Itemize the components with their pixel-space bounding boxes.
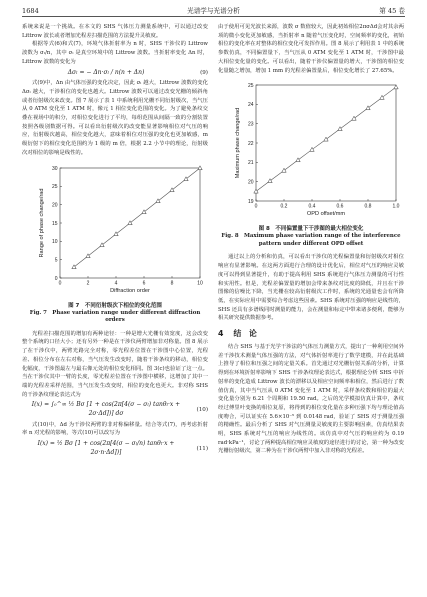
data-point-marker [282, 168, 286, 172]
figure-7-caption-en: Fig. 7 Phase variation range under different diffraction orders [29, 309, 201, 324]
data-point-marker [380, 96, 384, 100]
figure-8-caption-en-line2: pattern under different OPD offset [258, 240, 364, 247]
equation-body: Δσₗ = − Δn·σₗ / n(n + Δn) [67, 68, 145, 76]
paragraph: 结合 SHS 与基于光学干涉法的气体压力测量方式，提出了一种利用空间外差干涉技术测量气体压强的方法，对气体折射率进行了数学建模，并在此基础上推导了相位和压强之间的定量关系。首先通过对光栅衍射关系的分析，计算得到在环境折射率影响下 SHS 干涉条纹理论表达式，根据理论分析 SHS 中折射率的变化造成 Littrow 波长的漂移以及相应空间频率和相位，然后进行了数值仿真，其中当气压从 0 ATM 变化至 1 ATM 时，采样条纹数和相位的最大变化量分别为 6.21 个周期和 19.50 rad。之后的光学模拟仿真计算中，条纹经过傅里叶变换的相位复原，将得到的相位变化量在多种压强下均与理论值高度吻合，可以证实在 5.6×10⁻⁵ 到 0.0148 rad，验证了 SHS 对于测量压强的精确性。最后分析了 SHS 对气压测量灵敏度的主要影响因素，仿真结果表明，SHS 系统对气压的响应为线性的。该仿真中对气压的响应约为 0.19 rad·kPa⁻¹，讨论了两种提高相位响应灵敏度的途径进行的讨论，第一种为改变光栅衍射级次，第二种为在干涉仪两臂中加入非对称的光程差。 [218, 344, 404, 455]
series-line [74, 168, 200, 267]
y-tick-label: 21 [247, 160, 254, 167]
y-axis-label: Maximum phase change/rad [235, 107, 241, 179]
data-point-marker [72, 264, 76, 268]
data-point-marker [268, 179, 272, 183]
y-tick-label: 5 [54, 257, 58, 264]
left-column [22, 23, 208, 460]
data-point-marker [156, 198, 160, 202]
x-tick-label: 0 [58, 280, 62, 287]
equation-number: (11) [196, 445, 208, 452]
x-tick-label: 1.0 [392, 203, 400, 210]
data-point-marker [366, 106, 370, 110]
paragraph: 式(9)中，Δn 由气体压强的变化决定，因此 σₗ 越大，Littrow 波数的变化 Δσₗ 越大，干涉相位的变化也越大。Littrow 波数可以通过改变光栅的倾斜角或者衍射级次来改变。图 7 展示了表 1 中系统利用光栅不同衍射级次，当气压从 0 ATM 变化至 1 ATM 时，像元 1 相位变化范围的变化。为了避免条纹交叠在视场中的积分，对相位变化进行了平均，每组范围从间隔一致的分割装置按照各级别数据可得。可以看出衍射级次的改变能显著影响相位对气压的响应，衍射级次越高，相位变化越大，意味着相位对压强的变化也更加敏感，m 级衍射下的相位变化范围约为 1 级的 m 倍，根据 2.2 小节中的理论，衍射级次对相位的影响是线性的。 [22, 80, 208, 156]
figure-7-caption-cn: 图 7 不同衍射级次下相位的变化范围 [68, 302, 162, 309]
x-tick-label: 8 [170, 280, 174, 287]
figure-7 [22, 162, 208, 300]
x-tick-label: 0.8 [364, 203, 372, 210]
data-point-marker [114, 231, 118, 235]
data-point-marker [338, 127, 342, 131]
x-tick-label: 0 [254, 203, 258, 210]
x-tick-label: 0.6 [336, 203, 344, 210]
x-tick-label: 10 [197, 280, 203, 287]
equation-9 [22, 69, 208, 78]
fig7-plot [22, 162, 208, 300]
section-title: 结 论 [233, 329, 257, 339]
paragraph: 式(10)中，Δd 为干涉仪两臂的非对称偏移量。结合等式(7)，再考虑折射率 n 对光程的影响，等式(10)可以改写为 [22, 421, 208, 437]
running-header [22, 6, 405, 17]
volume-label: 第 45 卷 [379, 7, 405, 15]
x-tick-label: 0.2 [280, 203, 288, 210]
y-tick-label: 0 [54, 275, 58, 282]
y-tick-label: 10 [51, 238, 58, 245]
y-tick-label: 20 [247, 179, 254, 186]
data-point-marker [128, 220, 132, 224]
figure-8-caption-cn: 图 8 不同偏置量下干涉图的最大相位变化 [258, 226, 364, 233]
paragraph: 由于使用可见光波长来源，波数 σ 数值较大，因此初始相位2πσΔd会对其余两项的微小变化更加敏感，当折射率 n 随着气压变化时，空间频率的变化，初始相位的变化率在对整体的相位变化可发挥作用。图 8 展示了利用表 1 中的系统参数仿真，不同偏置量下，当气压从 0 ATM 变化至 1 ATM 时，干涉图中最大相位变化量的变化。可以看出，随着干涉仪偏置量的增大，干涉图的相位变化量随之增加，增加 1 mm 的光程差偏置量后，相位变化增长了 27.65%。 [218, 24, 404, 74]
y-tick-label: 30 [51, 165, 58, 172]
journal-name: 光谱学与光谱分析 [187, 7, 240, 15]
data-point-marker [170, 187, 174, 191]
data-point-marker [394, 85, 398, 89]
paragraph: 系统来说是一个挑战。在本文的 SHS 气体压力测量系统中，可以通过改变 Littrow 波长或者增加光程差扫描范围的方法提升灵敏度。 [22, 24, 208, 39]
x-axis-label: OPD offset/mm [306, 211, 346, 218]
y-tick-label: 22 [247, 141, 254, 148]
data-point-marker [296, 158, 300, 162]
y-tick-label: 20 [51, 202, 58, 209]
x-tick-label: 2 [86, 280, 90, 287]
data-point-marker [254, 189, 258, 193]
page-number: 1684 [22, 7, 39, 15]
section-number: 4 [218, 329, 224, 339]
y-tick-label: 15 [51, 220, 58, 227]
x-tick-label: 4 [114, 280, 118, 287]
data-point-marker [324, 137, 328, 141]
data-point-marker [310, 148, 314, 152]
y-tick-label: 25 [247, 83, 254, 90]
plot-frame [256, 85, 396, 201]
paragraph: 通过以上的分析和仿真，可以看出干涉仪的光程偏置量和衍射级次对相位响应有显著影响。在这两方面进行合理的设计优化后，相位对气压的响应灵敏度可以得到显著提升，有助于提高利用 SHS 系统进行气体压力测量的可行性和实用性。但是，光程差偏置量的增加会带来条纹对比度的降低，并且在干涉图像的信噪比下降，当光栅在较高衍射级次工作时，系统的光通量也会有所降低，在实际应用中需要综合考虑这些因素。SHS 系统对压强的响应是线性的，SHS 还具有多谱线同时测量的能力，会在测量和标定中带来诸多便利，能够为相关研究提供数据参考。 [218, 254, 404, 322]
equation-number: (9) [200, 69, 208, 76]
y-axis-label: Range of phase change/rad [39, 188, 45, 258]
figure-8-caption-en-line1: Fig. 8 Maximum phase variation range of the interference [221, 233, 401, 240]
equation-10 [22, 401, 208, 418]
y-tick-label: 24 [247, 102, 254, 109]
y-tick-label: 19 [247, 199, 254, 206]
y-tick-label: 23 [247, 121, 254, 128]
data-point-marker [142, 209, 146, 213]
equation-body: I(x) = ∫₀^∞ ½ Bσ [1 + cos(2π[4(σ − σₗ) tanθₗ·x + 2σ·Δd])] dσ [31, 401, 181, 418]
x-tick-label: 0.4 [308, 203, 316, 210]
x-tick-label: 6 [142, 280, 146, 287]
data-point-marker [100, 242, 104, 246]
data-point-marker [352, 116, 356, 120]
data-point-marker [184, 176, 188, 180]
equation-number: (10) [196, 406, 208, 413]
figure-8 [218, 79, 404, 223]
right-column [218, 23, 404, 456]
equation-11 [22, 440, 208, 457]
equation-body: I(x) = ½ Bσ [1 + cos(2π[4(σ − σₗ/n) tanθₗ·x + 2σ·n·Δd])] [37, 440, 175, 456]
y-tick-label: 25 [51, 183, 58, 190]
fig8-plot [218, 79, 404, 223]
paragraph: 光程差扫描范围的增加有两种途径：一种是增大光栅有效宽度，这会改变整个系统的口径大小；还有另外一种是在干涉仪两臂增加非对称量。图 8 展示了在干涉仪中，两臂光路完全对称，零光程差位置在干涉图中心位置，光程差、相位分布在左右对称，当气压发生改变时，随着干涉条纹的移动，相位变化幅度，干涉图最左与最右像元处的相位变化相同。图 3(c)也验证了这一点。当在干涉仪其中一臂的长度，零光程差位置在干涉图中横移，这增加了其中一端的光程差采样范围，当气压发生改变时，相位的变化也更大。非对称 SHS 的干涉条纹理论表达式为 [22, 330, 208, 398]
x-axis-label: Diffraction order [110, 287, 150, 294]
data-point-marker [86, 253, 90, 257]
section-heading [218, 329, 404, 339]
paragraph: 根据等式(6)和式(7)，环境气体折射率为 n 时，SHS 干涉仪的 Littrow 波数为 σₗ/n，其中 σₗ 是真空环境中的 Littrow 波数。当折射率变化 Δn 时，Littrow 波数的变化为 [22, 41, 208, 65]
